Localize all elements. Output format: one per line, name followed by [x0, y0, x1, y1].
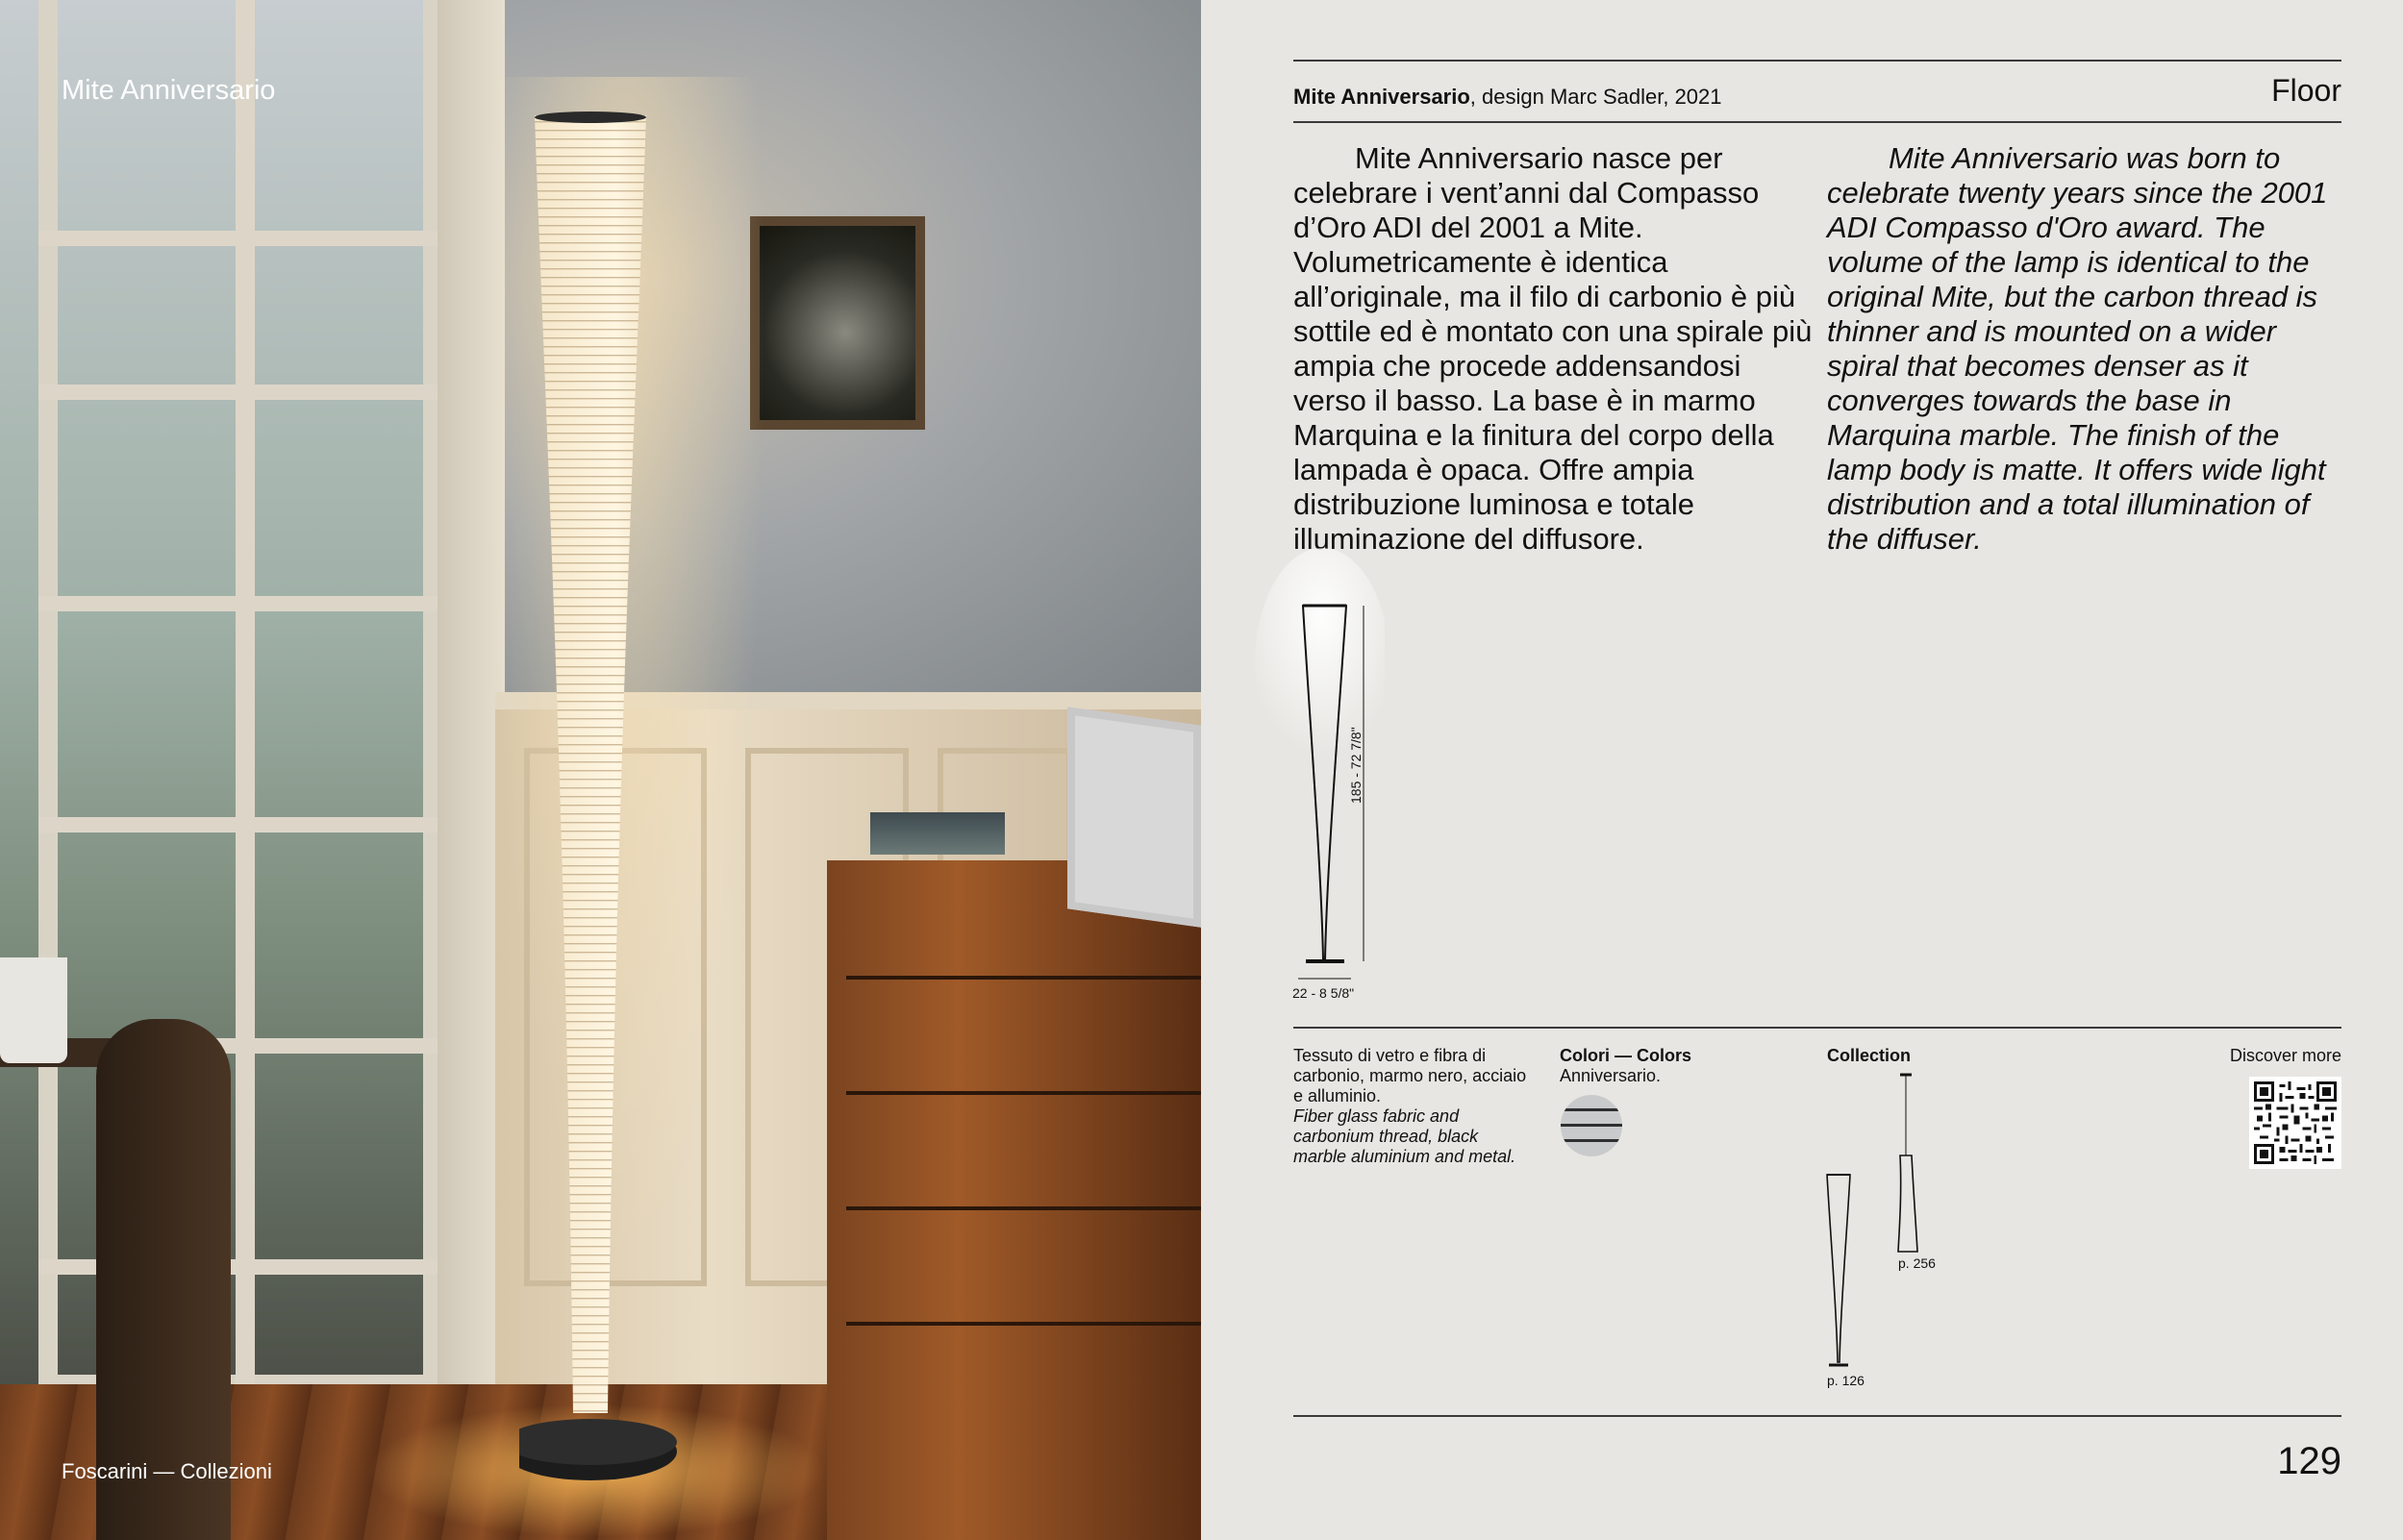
description-english: Mite Anniversario was born to celebrate twenty years since the 2001 ADI Compasso d'Oro award. The volume of the lamp is identical to the original Mite, but the carbon thread is thinner and is mounted on a wider spiral that becomes denser as it converges towards the base in Marquina marble. The finish of the lamp body is matte. It offers wide light distribution and a total illumination of the diffuser.	[1827, 141, 2328, 556]
discover-more-label: Discover more	[2229, 1046, 2341, 1065]
product-name: Mite Anniversario	[1293, 85, 1470, 109]
mite-floor-lamp	[519, 106, 712, 1490]
height-dimension: 185 - 72 7/8"	[1348, 727, 1364, 804]
colors-spec	[1560, 1046, 1771, 1086]
materials-english: Fiber glass fabric and carbonium thread, black marble aluminium and metal.	[1293, 1106, 1516, 1166]
width-dimension: 22 - 8 5/8"	[1292, 985, 1355, 1001]
lifestyle-photo	[0, 0, 1201, 1540]
materials-italian: Tessuto di vetro e fibra di carbonio, marmo nero, acciaio e alluminio.	[1293, 1046, 1527, 1105]
design-credit: , design Marc Sadler, 2021	[1469, 85, 1722, 109]
specs-rule	[1293, 1027, 2341, 1029]
top-rule	[1293, 60, 2341, 62]
materials-spec	[1293, 1046, 1534, 1167]
product-heading	[1293, 85, 1722, 110]
colors-value: Anniversario.	[1560, 1066, 1662, 1085]
dimension-drawing	[1250, 548, 1385, 990]
category-label: Floor	[2271, 73, 2341, 108]
wooden-dresser	[827, 860, 1201, 1540]
books	[870, 812, 1005, 855]
footer-rule	[1293, 1415, 2341, 1417]
collection-page-ref-floor[interactable]: p. 126	[1827, 1373, 1865, 1388]
collection-page-ref-suspension[interactable]: p. 256	[1898, 1255, 1936, 1271]
header-rule	[1293, 121, 2341, 123]
qr-code-icon[interactable]	[2249, 1077, 2341, 1169]
color-swatch-anniversario	[1561, 1095, 1622, 1156]
collection-thumbnails	[1817, 1069, 1933, 1377]
collection-label: Collection	[1827, 1046, 1912, 1065]
photo-caption-title: Mite Anniversario	[62, 75, 276, 106]
description-italian: Mite Anniversario nasce per celebrare i vent’anni dal Compasso d’Oro ADI del 2001 a Mite. Volumetricamente è identica all’originale, ma il filo di carbonio è più sottile ed è montato con una spirale più ampia che procede addensandosi verso il basso. La base è in marmo Marquina e la finitura del corpo della lampada è opaca. Offre ampia distribuzione luminosa e totale illuminazione del diffusore.	[1293, 141, 1813, 556]
collection-floor-lamp-icon	[1827, 1175, 1850, 1362]
collection-suspension-lamp-icon	[1898, 1155, 1917, 1252]
page-number: 129	[2277, 1440, 2341, 1482]
mug	[0, 957, 67, 1063]
photo-frame	[1067, 707, 1201, 928]
colors-label: Colori — Colors	[1560, 1046, 1692, 1065]
catalogue-footer: Foscarini — Collezioni	[62, 1459, 272, 1483]
